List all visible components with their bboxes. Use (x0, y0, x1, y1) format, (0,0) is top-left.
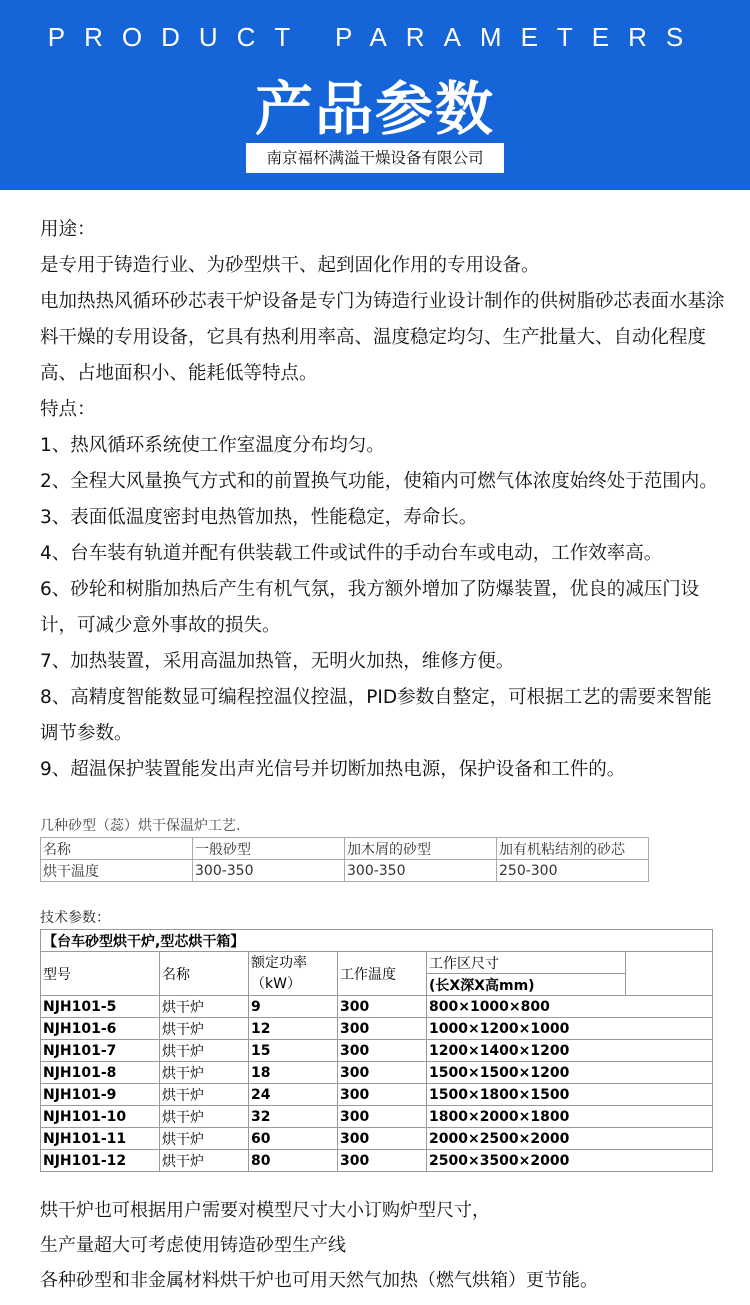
power-cell: 60 (249, 1128, 338, 1150)
table-cell: 加木屑的砂型 (345, 838, 497, 860)
table-row (41, 838, 649, 860)
name-cell: 烘干炉 (160, 1106, 249, 1128)
table-cell: 名称 (41, 838, 193, 860)
table-row (41, 1018, 713, 1040)
section-label-features: 特点： (40, 399, 96, 420)
table-cell: 加有机粘结剂的砂芯 (497, 838, 649, 860)
model-cell: NJH101-12 (41, 1150, 160, 1172)
feature-item: 7、加热装置，采用高温加热管，无明火加热，维修方便。 (40, 651, 515, 672)
header-empty (626, 952, 713, 996)
power-cell: 12 (249, 1018, 338, 1040)
header-name: 名称 (160, 952, 249, 996)
temp-cell: 300 (338, 1106, 427, 1128)
header-model: 型号 (41, 952, 160, 996)
feature-item: 9、超温保护装置能发出声光信号并切断加热电源，保护设备和工件的。 (40, 759, 626, 780)
size-cell: 1500×1800×1500 (427, 1084, 713, 1106)
craft-section (40, 815, 649, 882)
feature-item: 3、表面低温度密封电热管加热，性能稳定，寿命长。 (40, 507, 478, 528)
table-header-row (41, 952, 713, 974)
description-paragraph: 电加热热风循环砂芯表干炉设备是专门为铸造行业设计制作的供树脂砂芯表面水基涂料干燥的专用设备，它具有热利用率高、温度稳定均匀、生产批量大、自动化程度高、占地面积小、能耗低等特点。 (40, 291, 725, 384)
power-cell: 32 (249, 1106, 338, 1128)
power-cell: 9 (249, 996, 338, 1018)
table-cell: 烘干温度 (41, 860, 193, 882)
table-cell: 250-300 (497, 860, 649, 882)
table-row (41, 1040, 713, 1062)
usage-line: 是专用于铸造行业、为砂型烘干、起到固化作用的专用设备。 (40, 255, 540, 276)
power-cell: 24 (249, 1084, 338, 1106)
model-cell: NJH101-5 (41, 996, 160, 1018)
craft-title: 几种砂型（蕊）烘干保温炉工艺. (40, 818, 241, 834)
table-cell: 300-350 (193, 860, 345, 882)
name-cell: 烘干炉 (160, 1040, 249, 1062)
table-title-row (41, 930, 713, 952)
model-cell: NJH101-8 (41, 1062, 160, 1084)
english-title: PRODUCT PARAMETERS (47, 22, 703, 52)
power-cell: 80 (249, 1150, 338, 1172)
feature-item: 2、全程大风量换气方式和的前置换气功能，使箱内可燃气体浓度始终处于范围内。 (40, 471, 718, 492)
table-cell: 300-350 (345, 860, 497, 882)
size-cell: 1800×2000×1800 (427, 1106, 713, 1128)
table-row (41, 1106, 713, 1128)
tech-title: 技术参数： (40, 910, 110, 926)
header-size: 工作区尺寸 (427, 952, 626, 974)
section-label-usage: 用途： (40, 219, 96, 240)
tech-section (40, 907, 713, 1172)
name-cell: 烘干炉 (160, 1018, 249, 1040)
size-cell: 1000×1200×1000 (427, 1018, 713, 1040)
model-cell: NJH101-6 (41, 1018, 160, 1040)
temp-cell: 300 (338, 996, 427, 1018)
table-row (41, 1084, 713, 1106)
feature-item: 4、台车装有轨道并配有供装载工件或试件的手动台车或电动，工作效率高。 (40, 543, 663, 564)
model-cell: NJH101-10 (41, 1106, 160, 1128)
company-name-box: 南京福杯满溢干燥设备有限公司 (246, 143, 504, 173)
temp-cell: 300 (338, 1150, 427, 1172)
tech-table (40, 929, 713, 1172)
header-power: 额定功率（kW） (249, 952, 338, 996)
craft-table (40, 837, 649, 882)
feature-item: 6、砂轮和树脂加热后产生有机气氛，我方额外增加了防爆装置，优良的减压门设计，可减少意外事故的损失。 (40, 579, 700, 636)
feature-item: 1、热风循环系统使工作室温度分布均匀。 (40, 435, 385, 456)
temp-cell: 300 (338, 1128, 427, 1150)
table-row (41, 1150, 713, 1172)
temp-cell: 300 (338, 1018, 427, 1040)
chinese-title: 产品参数 (254, 75, 495, 143)
name-cell: 烘干炉 (160, 1084, 249, 1106)
model-cell: NJH101-9 (41, 1084, 160, 1106)
name-cell: 烘干炉 (160, 1128, 249, 1150)
power-cell: 18 (249, 1062, 338, 1084)
note-line: 各种砂型和非金属材料烘干炉也可用天然气加热（燃气烘箱）更节能。 (40, 1270, 598, 1291)
name-cell: 烘干炉 (160, 1150, 249, 1172)
model-cell: NJH101-11 (41, 1128, 160, 1150)
power-cell: 15 (249, 1040, 338, 1062)
note-line: 烘干炉也可根据用户需要对模型尺寸大小订购炉型尺寸， (40, 1200, 490, 1221)
table-row (41, 1128, 713, 1150)
model-cell: NJH101-7 (41, 1040, 160, 1062)
note-line: 生产量超大可考虑使用铸造砂型生产线 (40, 1235, 346, 1256)
size-cell: 800×1000×800 (427, 996, 713, 1018)
size-cell: 1500×1500×1200 (427, 1062, 713, 1084)
name-cell: 烘干炉 (160, 996, 249, 1018)
table-row (41, 860, 649, 882)
size-cell: 2500×3500×2000 (427, 1150, 713, 1172)
temp-cell: 300 (338, 1084, 427, 1106)
table-row (41, 1062, 713, 1084)
header-size-unit: (长X深X高mm) (427, 974, 626, 996)
table-cell: 一般砂型 (193, 838, 345, 860)
header-temp: 工作温度 (338, 952, 427, 996)
table-row (41, 996, 713, 1018)
product-description (40, 212, 730, 788)
temp-cell: 300 (338, 1062, 427, 1084)
feature-item: 8、高精度智能数显可编程控温仪控温，PID参数自整定，可根据工艺的需要来智能调节参数。 (40, 687, 712, 744)
closing-notes (40, 1193, 730, 1298)
header-banner (0, 0, 750, 190)
size-cell: 1200×1400×1200 (427, 1040, 713, 1062)
name-cell: 烘干炉 (160, 1062, 249, 1084)
table-title: 【台车砂型烘干炉,型芯烘干箱】 (41, 930, 713, 952)
size-cell: 2000×2500×2000 (427, 1128, 713, 1150)
temp-cell: 300 (338, 1040, 427, 1062)
